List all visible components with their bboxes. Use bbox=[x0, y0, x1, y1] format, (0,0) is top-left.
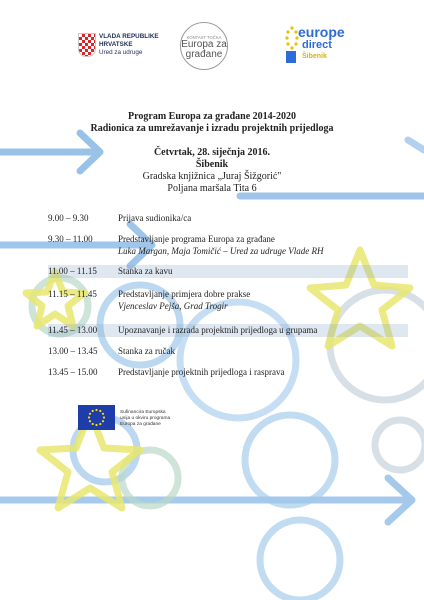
schedule-row bbox=[48, 212, 408, 225]
logo-text: europe bbox=[298, 24, 345, 40]
event-city: Šibenik bbox=[195, 159, 229, 170]
schedule-time: 11.45 – 13.00 bbox=[48, 325, 98, 335]
schedule-description: Predstavljanje projektnih prijedloga i rasprava bbox=[118, 367, 285, 377]
croatian-government-logo bbox=[78, 30, 168, 66]
logo-text: direct bbox=[302, 39, 332, 51]
schedule-time: 13.00 – 13.45 bbox=[48, 346, 98, 356]
schedule-row bbox=[48, 265, 408, 278]
schedule-description: Upoznavanje i razrada projektnih prijedloga u grupama bbox=[118, 325, 318, 335]
schedule-description: Stanka za kavu bbox=[118, 266, 173, 276]
eu-text-line: unija u okviru programa bbox=[120, 415, 171, 421]
schedule-row bbox=[48, 366, 408, 379]
ring-shape bbox=[260, 520, 340, 600]
schedule-speakers: Luka Margan, Maja Tomičić – Ured za udruge Vlade RH bbox=[118, 246, 324, 256]
schedule-description: Predstavljanje primjera dobre prakse bbox=[118, 289, 251, 299]
schedule-time: 9.30 – 11.00 bbox=[48, 234, 93, 244]
schedule-time: 11.00 – 11.15 bbox=[48, 266, 97, 276]
schedule-time: 13.45 – 15.00 bbox=[48, 367, 98, 377]
logo-text: Ured za udruge bbox=[99, 48, 143, 56]
logo-text: HRVATSKE bbox=[99, 40, 133, 48]
eu-flag-icon bbox=[78, 405, 115, 430]
eu-text-line: Europa za građane bbox=[120, 421, 161, 427]
ring-shape bbox=[245, 415, 335, 505]
logo-text: KONTAKT TOČKA bbox=[186, 35, 222, 40]
logo-text: Europa za bbox=[181, 39, 227, 50]
event-address: Poljana maršala Tita 6 bbox=[167, 183, 257, 194]
europe-for-citizens-logo bbox=[180, 22, 230, 72]
schedule-description: Stanka za ručak bbox=[118, 346, 175, 356]
ring-shape bbox=[180, 302, 296, 418]
schedule-row bbox=[48, 324, 408, 337]
logo-text: građane bbox=[185, 49, 223, 60]
schedule-row bbox=[48, 345, 408, 358]
schedule-description: Predstavljanje programa Europa za građane bbox=[118, 234, 275, 244]
event-venue: Gradska knjižnica „Juraj Šižgorić" bbox=[142, 171, 282, 182]
europe-direct-logo bbox=[284, 24, 346, 70]
logo-text: VLADA REPUBLIKE bbox=[99, 33, 159, 40]
logo-text: Šibenik bbox=[302, 53, 327, 60]
eu-text-line: Sufinancira Europska bbox=[120, 410, 166, 415]
schedule-speakers: Vjenceslav Pejša, Grad Trogir bbox=[118, 301, 228, 311]
event-date: Četvrtak, 28. siječnja 2016. bbox=[153, 147, 271, 158]
workshop-title: Radionica za umrežavanje i izradu projektnih prijedloga bbox=[90, 123, 334, 134]
eu-cofunding-text bbox=[120, 410, 170, 427]
program-title: Program Europa za građane 2014-2020 bbox=[128, 111, 296, 122]
schedule-row bbox=[48, 288, 408, 301]
schedule-description: Prijava sudionika/ca bbox=[118, 213, 192, 223]
coat-of-arms-icon bbox=[78, 33, 96, 57]
schedule-time: 9.00 – 9.30 bbox=[48, 213, 89, 223]
ring-shape bbox=[375, 420, 424, 470]
schedule-time: 11.15 – 11.45 bbox=[48, 289, 97, 299]
